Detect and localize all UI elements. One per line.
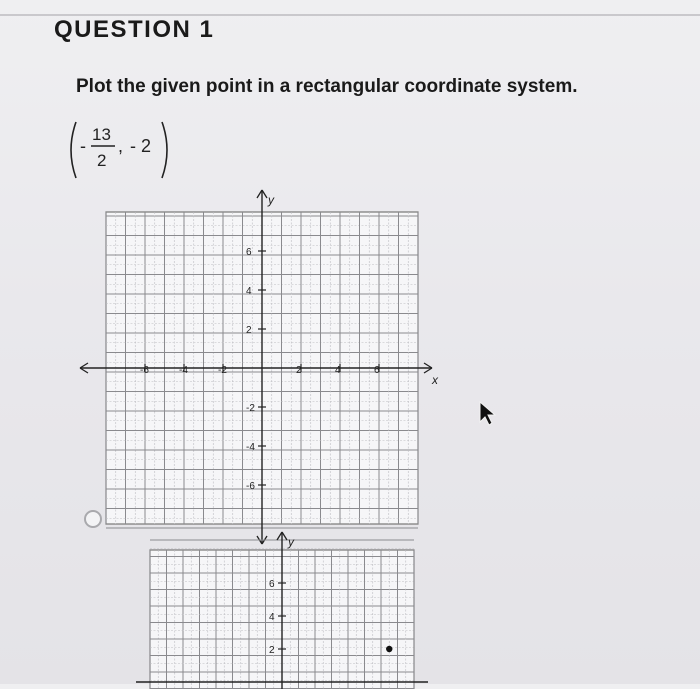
y-axis-label: y [268, 193, 274, 207]
option-y-tick-label: 4 [269, 612, 275, 623]
option-1-radio[interactable] [84, 510, 102, 528]
x-tick-label: 2 [296, 365, 302, 376]
x-tick-label: -6 [140, 365, 149, 376]
x-axis-label: x [432, 373, 438, 387]
option-y-axis-label: y [288, 535, 294, 549]
x-numerator: 13 [92, 125, 111, 144]
separator: , [118, 136, 124, 156]
x-tick-label: -2 [218, 365, 227, 376]
coordinate-grid[interactable] [76, 186, 438, 513]
y-tick-label: 6 [246, 247, 252, 258]
option-1-graph-svg [140, 530, 420, 684]
given-point [66, 118, 186, 182]
question-title: QUESTION 1 [54, 16, 215, 43]
x-tick-label: 4 [335, 365, 341, 376]
y-tick-label: 2 [246, 325, 252, 336]
x-denominator: 2 [97, 151, 107, 170]
question-prompt: Plot the given point in a rectangular coordinate system. [76, 76, 578, 97]
y-tick-label: -4 [246, 442, 255, 453]
option-1-graph[interactable] [140, 530, 420, 689]
x-tick-label: -4 [179, 365, 188, 376]
y-tick-label: -2 [246, 403, 255, 414]
option-y-tick-label: 2 [269, 645, 275, 656]
grid-svg [76, 186, 438, 508]
x-tick-label: 6 [374, 365, 380, 376]
y-tick-label: -6 [246, 481, 255, 492]
option-plotted-point [386, 646, 392, 652]
mouse-cursor-icon [478, 400, 498, 431]
option-y-tick-label: 6 [269, 579, 275, 590]
y-tick-label: 4 [246, 286, 252, 297]
x-sign: - [80, 136, 86, 156]
y-value: - 2 [130, 136, 152, 156]
